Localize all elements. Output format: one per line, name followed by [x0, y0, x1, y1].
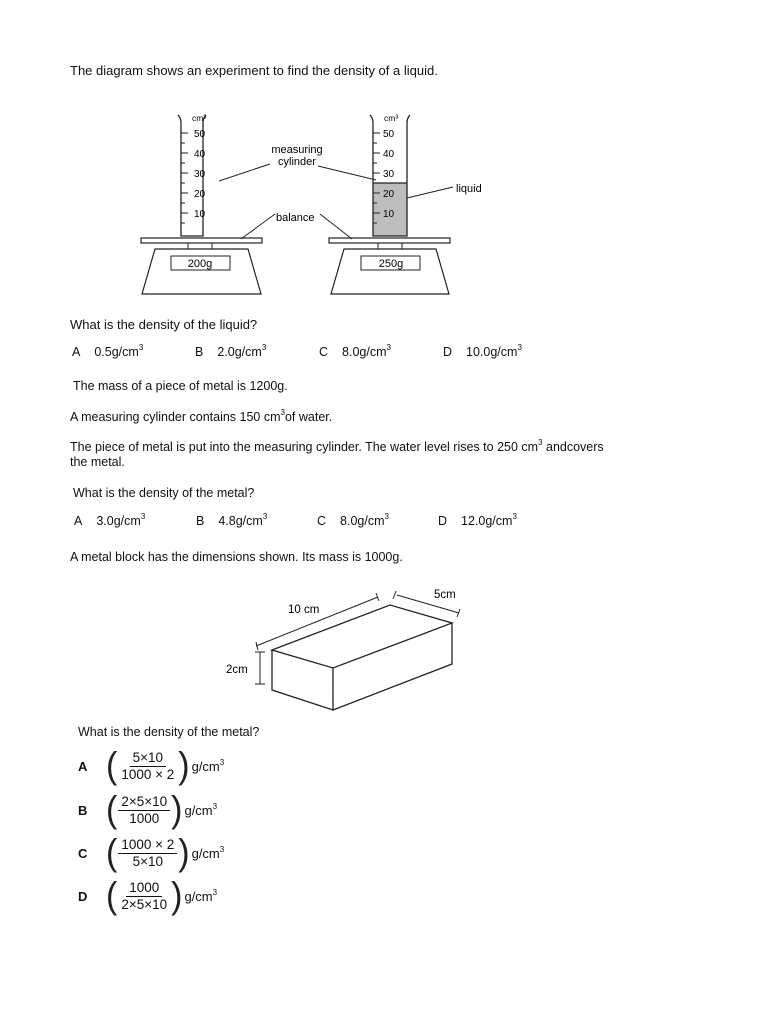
option-value: 2.0g/cm: [217, 345, 262, 359]
dim-height-label: 2cm: [226, 664, 248, 676]
q2-option-b[interactable]: [196, 512, 268, 528]
right-measuring-cylinder: [370, 113, 410, 236]
dim-length-label: 10 cm: [288, 604, 320, 616]
option-letter: D: [443, 345, 453, 359]
option-letter: C: [317, 514, 327, 528]
option-value: 3.0g/cm: [96, 514, 141, 528]
left-measuring-cylinder: [178, 113, 206, 236]
option-letter: A: [74, 514, 83, 528]
option-letter: B: [195, 345, 204, 359]
right-scale-20: 20: [383, 189, 395, 200]
numerator: 2×5×10: [118, 794, 170, 811]
unit: [192, 846, 225, 861]
open-paren: (: [106, 789, 118, 831]
q1-option-b[interactable]: [195, 343, 267, 359]
q2-option-d[interactable]: [438, 512, 517, 528]
left-scale-40: 40: [194, 149, 206, 160]
label-balance: balance: [276, 212, 315, 224]
right-scale-40: 40: [383, 149, 395, 160]
density-experiment-diagram: [0, 0, 768, 310]
q2-line3: [70, 438, 604, 454]
unit-sup: 3: [212, 887, 218, 897]
option-sup: 3: [262, 512, 268, 521]
metal-block-diagram: [0, 580, 768, 740]
numerator: 5×10: [130, 750, 166, 767]
metal-block: [272, 605, 452, 710]
q2-line2-text-end: of water.: [284, 410, 333, 424]
fraction: [118, 794, 170, 827]
q1-intro: The diagram shows an experiment to find the density of a liquid.: [70, 63, 438, 78]
option-value: 10.0g/cm: [466, 345, 518, 359]
q2-option-a[interactable]: [74, 512, 146, 528]
q1-question: What is the density of the liquid?: [70, 317, 258, 332]
q3-option-c[interactable]: [78, 833, 224, 873]
unit-sup: 3: [219, 757, 225, 767]
q2-line2: [70, 408, 333, 424]
option-letter: D: [78, 888, 88, 904]
option-value: 12.0g/cm: [461, 514, 513, 528]
option-value: 8.0g/cm: [342, 345, 387, 359]
close-paren: ): [178, 832, 190, 874]
fraction: [118, 880, 170, 913]
option-letter: A: [72, 345, 81, 359]
option-letter: C: [319, 345, 329, 359]
dim-width-label: 5cm: [434, 589, 456, 601]
dimension-lines: [255, 591, 460, 684]
right-balance-reading: 250g: [378, 258, 404, 270]
unit: [192, 759, 225, 774]
fraction: [118, 837, 177, 870]
fraction: [118, 750, 177, 783]
right-balance: [329, 238, 450, 294]
q2-line1: The mass of a piece of metal is 1200g.: [73, 379, 288, 393]
unit-sup: 3: [219, 844, 225, 854]
denominator: 5×10: [132, 853, 163, 869]
open-paren: (: [106, 745, 118, 787]
left-scale-20: 20: [194, 189, 206, 200]
numerator: 1000: [126, 880, 162, 897]
label-measuring: measuring: [271, 144, 323, 156]
diagram-labels: [219, 144, 482, 239]
label-liquid: liquid: [456, 183, 482, 195]
unit-text: g/cm: [184, 802, 213, 818]
option-letter: A: [78, 758, 88, 774]
unit: [184, 889, 217, 904]
q2-line2-text: A measuring cylinder contains 150 cm: [70, 410, 281, 424]
denominator: 1000: [129, 810, 160, 826]
option-sup: 3: [512, 512, 517, 521]
option-sup: 3: [384, 512, 389, 521]
q3-option-d[interactable]: [78, 876, 217, 916]
q1-option-c[interactable]: [319, 343, 391, 359]
left-scale-50: 50: [194, 129, 206, 140]
option-sup: 3: [261, 343, 267, 352]
q1-option-d[interactable]: [443, 343, 522, 359]
open-paren: (: [106, 875, 118, 917]
left-scale-30: 30: [194, 169, 206, 180]
unit-text: g/cm: [191, 758, 220, 774]
q3-intro: A metal block has the dimensions shown. Its mass is 1000g.: [70, 550, 403, 564]
option-value: 4.8g/cm: [218, 514, 263, 528]
option-sup: 3: [140, 512, 146, 521]
q3-question: What is the density of the metal?: [78, 725, 260, 739]
unit-sup: 3: [212, 801, 218, 811]
option-letter: C: [78, 845, 88, 861]
unit-text: g/cm: [184, 888, 213, 904]
left-balance-reading: 200g: [187, 258, 213, 270]
label-cylinder: cylinder: [278, 156, 316, 168]
q2-question: What is the density of the metal?: [73, 486, 255, 500]
close-paren: ): [171, 875, 183, 917]
left-scale-10: 10: [194, 209, 206, 220]
q2-option-c[interactable]: [317, 512, 389, 528]
denominator: 2×5×10: [121, 896, 168, 912]
q2-line2-sup: 3: [280, 408, 285, 417]
q3-option-a[interactable]: [78, 746, 224, 786]
q2-line3-text: The piece of metal is put into the measuring cylinder. The water level rises to 250 cm: [70, 440, 539, 454]
q1-option-a[interactable]: [72, 343, 144, 359]
right-scale-10: 10: [383, 209, 395, 220]
option-value: 0.5g/cm: [94, 345, 139, 359]
open-paren: (: [106, 832, 118, 874]
q2-line4: the metal.: [70, 455, 125, 469]
close-paren: ): [171, 789, 183, 831]
numerator: 1000 × 2: [118, 837, 177, 854]
left-unit-label: cm³: [192, 113, 207, 123]
option-sup: 3: [517, 343, 522, 352]
unit-text: g/cm: [191, 845, 220, 861]
denominator: 1000 × 2: [121, 766, 175, 782]
option-value: 8.0g/cm: [340, 514, 385, 528]
option-sup: 3: [386, 343, 391, 352]
option-letter: B: [78, 802, 88, 818]
option-letter: B: [196, 514, 205, 528]
right-scale-30: 30: [383, 169, 395, 180]
q2-line3-text-end: andcovers: [546, 440, 604, 454]
q3-option-b[interactable]: [78, 790, 217, 830]
left-balance: [141, 238, 262, 294]
option-sup: 3: [138, 343, 144, 352]
option-letter: D: [438, 514, 448, 528]
right-unit-label: cm³: [384, 113, 399, 123]
right-scale-50: 50: [383, 129, 395, 140]
close-paren: ): [178, 745, 190, 787]
unit: [184, 803, 217, 818]
q2-line3-sup: 3: [538, 438, 543, 447]
